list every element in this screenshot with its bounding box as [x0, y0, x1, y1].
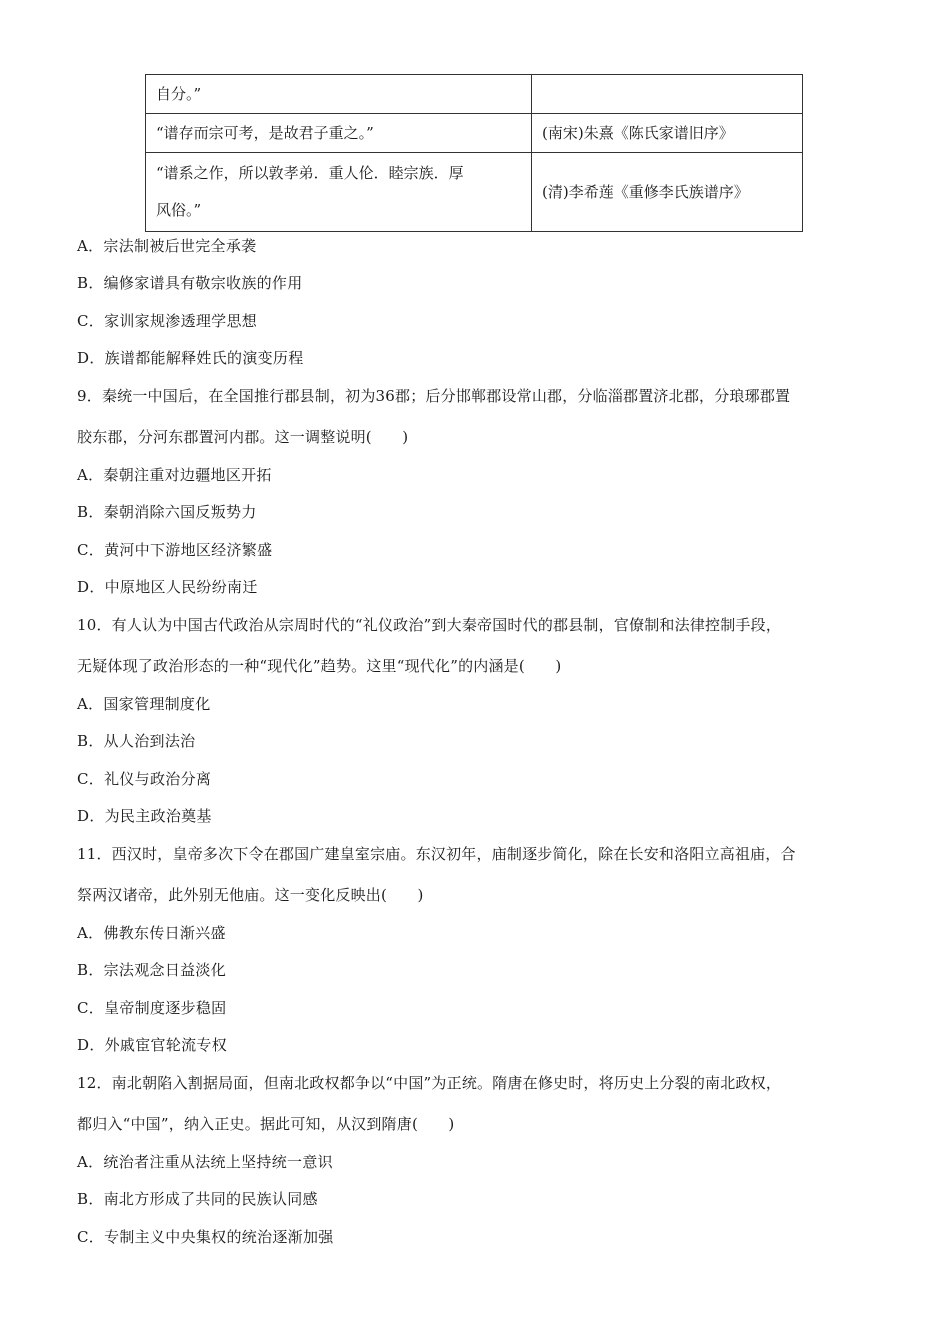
q11-option-d: D．外戚宦官轮流专权: [77, 1036, 228, 1054]
quote-line: “谱系之作，所以敦孝弟．重人伦．睦宗族．厚: [156, 164, 464, 182]
source-quote-table: [145, 74, 803, 232]
q8-option-c: C．家训家规渗透理学思想: [77, 312, 258, 330]
q11-option-b: B．宗法观念日益淡化: [77, 961, 227, 979]
q12-option-b: B．南北方形成了共同的民族认同感: [77, 1190, 318, 1208]
q10-option-d: D．为民主政治奠基: [77, 807, 212, 825]
q10-stem-line-1: 10．有人认为中国古代政治从宗周时代的“礼仪政治”到大秦帝国时代的郡县制，官僚制和法律控制手段，: [77, 616, 782, 634]
q10-stem-line-2: 无疑体现了政治形态的一种“现代化”趋势。这里“现代化”的内涵是( ): [77, 657, 562, 675]
q11-option-a: A．佛教东传日渐兴盛: [77, 924, 226, 942]
table-row: [146, 153, 803, 232]
quote-cell: [146, 153, 532, 232]
q11-stem-line-2: 祭两汉诸帝，此外别无他庙。这一变化反映出( ): [77, 886, 424, 904]
q8-option-d: D．族谱都能解释姓氏的演变历程: [77, 349, 304, 367]
q8-option-b: B．编修家谱具有敬宗收族的作用: [77, 274, 303, 292]
q12-option-a: A．统治者注重从法统上坚持统一意识: [77, 1153, 333, 1171]
q9-option-a: A．秦朝注重对边疆地区开拓: [77, 466, 272, 484]
q9-option-c: C．黄河中下游地区经济繁盛: [77, 541, 273, 559]
q9-stem-line-1: 9．秦统一中国后，在全国推行郡县制，初为36郡；后分邯郸郡设常山郡，分临淄郡置济北郡，分琅琊郡置: [77, 387, 791, 405]
source-cell: (南宋)朱熹《陈氏家谱旧序》: [532, 114, 803, 153]
q8-option-a: A．宗法制被后世完全承袭: [77, 237, 257, 255]
table-row: [146, 114, 803, 153]
q11-stem-line-1: 11．西汉时，皇帝多次下令在郡国广建皇室宗庙。东汉初年，庙制逐步简化，除在长安和洛阳立高祖庙，合: [77, 845, 796, 863]
quote-cell: “谱存而宗可考，是故君子重之。”: [146, 114, 532, 153]
quote-cell: 自分。”: [146, 75, 532, 114]
q10-option-b: B．从人治到法治: [77, 732, 196, 750]
q11-option-c: C．皇帝制度逐步稳固: [77, 999, 227, 1017]
q12-stem-line-1: 12．南北朝陷入割据局面，但南北政权都争以“中国”为正统。隋唐在修史时，将历史上分裂的南北政权，: [77, 1074, 782, 1092]
source-cell: [532, 75, 803, 114]
q9-option-d: D．中原地区人民纷纷南迁: [77, 578, 258, 596]
q9-option-b: B．秦朝消除六国反叛势力: [77, 503, 257, 521]
quote-line: 风俗。”: [156, 201, 202, 219]
q12-option-c: C．专制主义中央集权的统治逐渐加强: [77, 1228, 334, 1246]
table-row: [146, 75, 803, 114]
q10-option-c: C．礼仪与政治分离: [77, 770, 212, 788]
q12-stem-line-2: 都归入“中国”，纳入正史。据此可知，从汉到隋唐( ): [77, 1115, 455, 1133]
q9-stem-line-2: 胶东郡，分河东郡置河内郡。这一调整说明( ): [77, 428, 409, 446]
q10-option-a: A．国家管理制度化: [77, 695, 211, 713]
source-cell: (清)李希莲《重修李氏族谱序》: [532, 153, 803, 232]
